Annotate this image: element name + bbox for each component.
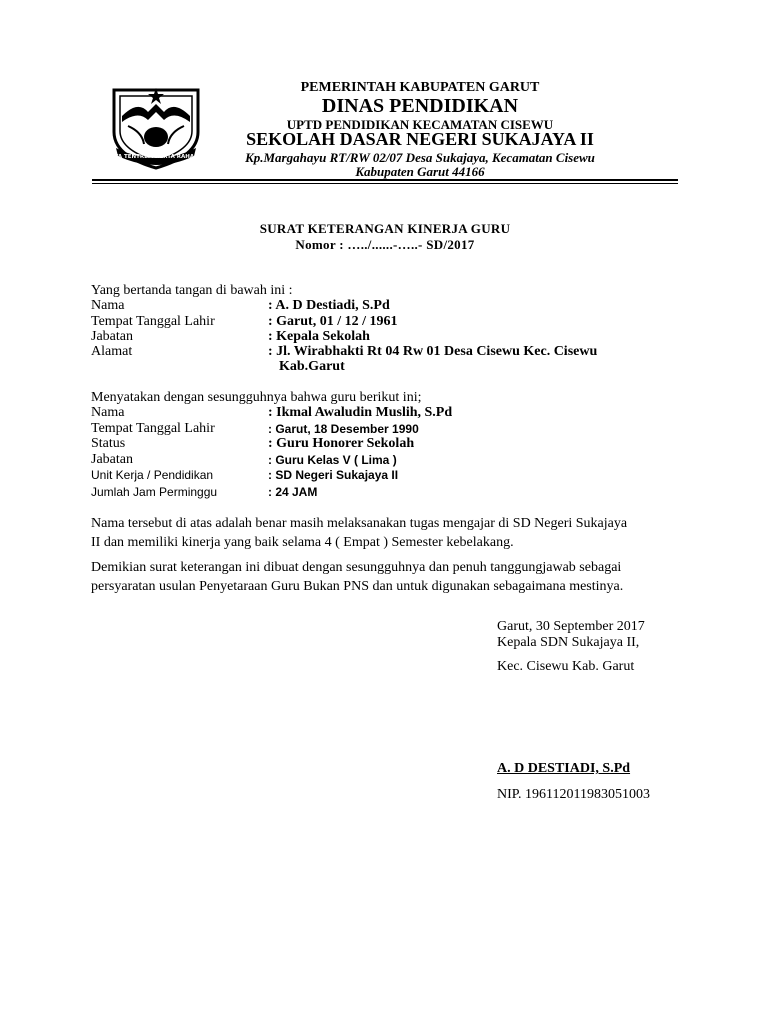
letterhead-divider-thin xyxy=(92,183,678,184)
teacher-hours-value: : 24 JAM xyxy=(268,485,318,499)
document-title: SURAT KETERANGAN KINERJA GURU xyxy=(259,221,511,236)
signer-address-value-cont: Kab.Garut xyxy=(279,359,345,374)
svg-text:TATA TENTREM KERTA RAHARJA: TATA TENTREM KERTA RAHARJA xyxy=(108,154,204,160)
teacher-unit-label: Unit Kerja / Pendidikan xyxy=(91,468,214,482)
statement-paragraph xyxy=(91,514,691,552)
signature-place-date: Garut, 30 September 2017 xyxy=(497,619,645,634)
letterhead-government: PEMERINTAH KABUPATEN GARUT xyxy=(300,80,540,95)
signer-birth-label: Tempat Tanggal Lahir xyxy=(91,314,215,329)
signer-address-value: : Jl. Wirabhakti Rt 04 Rw 01 Desa Cisewu Kec. Cisewu xyxy=(268,344,598,359)
signer-address-label: Alamat xyxy=(91,344,133,359)
letterhead-uptd: UPTD PENDIDIKAN KECAMATAN CISEWU xyxy=(286,117,554,132)
statement-line-2: II dan memiliki kinerja yang baik selama 4 ( Empat ) Semester kebelakang. xyxy=(91,535,514,550)
signature-name: A. D DESTIADI, S.Pd xyxy=(497,761,631,776)
teacher-name-label: Nama xyxy=(91,405,125,420)
closing-line-1: Demikian surat keterangan ini dibuat dengan sesungguhnya dan penuh tanggungjawab sebagai xyxy=(91,560,622,575)
letterhead-department: DINAS PENDIDIKAN xyxy=(321,95,519,117)
signer-position-value: : Kepala Sekolah xyxy=(268,329,370,344)
letterhead-divider xyxy=(92,179,678,181)
teacher-birth-value: : Garut, 18 Desember 1990 xyxy=(268,422,419,436)
teacher-position-value: : Guru Kelas V ( Lima ) xyxy=(268,453,397,467)
closing-line-2: persyaratan usulan Penyetaraan Guru Bukan PNS dan untuk digunakan sebagaimana mestinya. xyxy=(91,579,624,594)
teacher-status-label: Status xyxy=(91,436,126,451)
letterhead-address: Kp.Margahayu RT/RW 02/07 Desa Sukajaya, Kecamatan Cisewu xyxy=(245,150,595,165)
signer-position-label: Jabatan xyxy=(91,329,133,344)
signer-intro: Yang bertanda tangan di bawah ini : xyxy=(91,283,293,298)
teacher-birth-label: Tempat Tanggal Lahir xyxy=(91,421,215,436)
teacher-hours-label: Jumlah Jam Perminggu xyxy=(91,485,218,499)
teacher-unit-value: : SD Negeri Sukajaya II xyxy=(268,468,399,482)
teacher-name-value: : Ikmal Awaludin Muslih, S.Pd xyxy=(268,405,453,420)
statement-line-1: Nama tersebut di atas adalah benar masih melaksanakan tugas mengajar di SD Negeri Sukajaya xyxy=(91,516,628,531)
signature-position: Kepala SDN Sukajaya II, xyxy=(497,635,640,650)
regency-logo xyxy=(108,82,204,172)
document-number: Nomor : …../......-…..- SD/2017 xyxy=(295,237,475,252)
letterhead-school: SEKOLAH DASAR NEGERI SUKAJAYA II xyxy=(246,129,594,149)
signer-birth-value: : Garut, 01 / 12 / 1961 xyxy=(268,314,398,329)
signer-name-value: : A. D Destiadi, S.Pd xyxy=(268,298,390,313)
signature-nip: NIP. 196112011983051003 xyxy=(497,787,650,802)
teacher-position-label: Jabatan xyxy=(91,452,133,467)
teacher-intro: Menyatakan dengan sesungguhnya bahwa guru berikut ini; xyxy=(91,390,422,405)
signer-name-label: Nama xyxy=(91,298,125,313)
signature-location: Kec. Cisewu Kab. Garut xyxy=(497,659,635,674)
teacher-status-value: : Guru Honorer Sekolah xyxy=(268,436,415,451)
closing-paragraph xyxy=(91,558,691,596)
letterhead-address-city: Kabupaten Garut 44166 xyxy=(355,164,485,179)
